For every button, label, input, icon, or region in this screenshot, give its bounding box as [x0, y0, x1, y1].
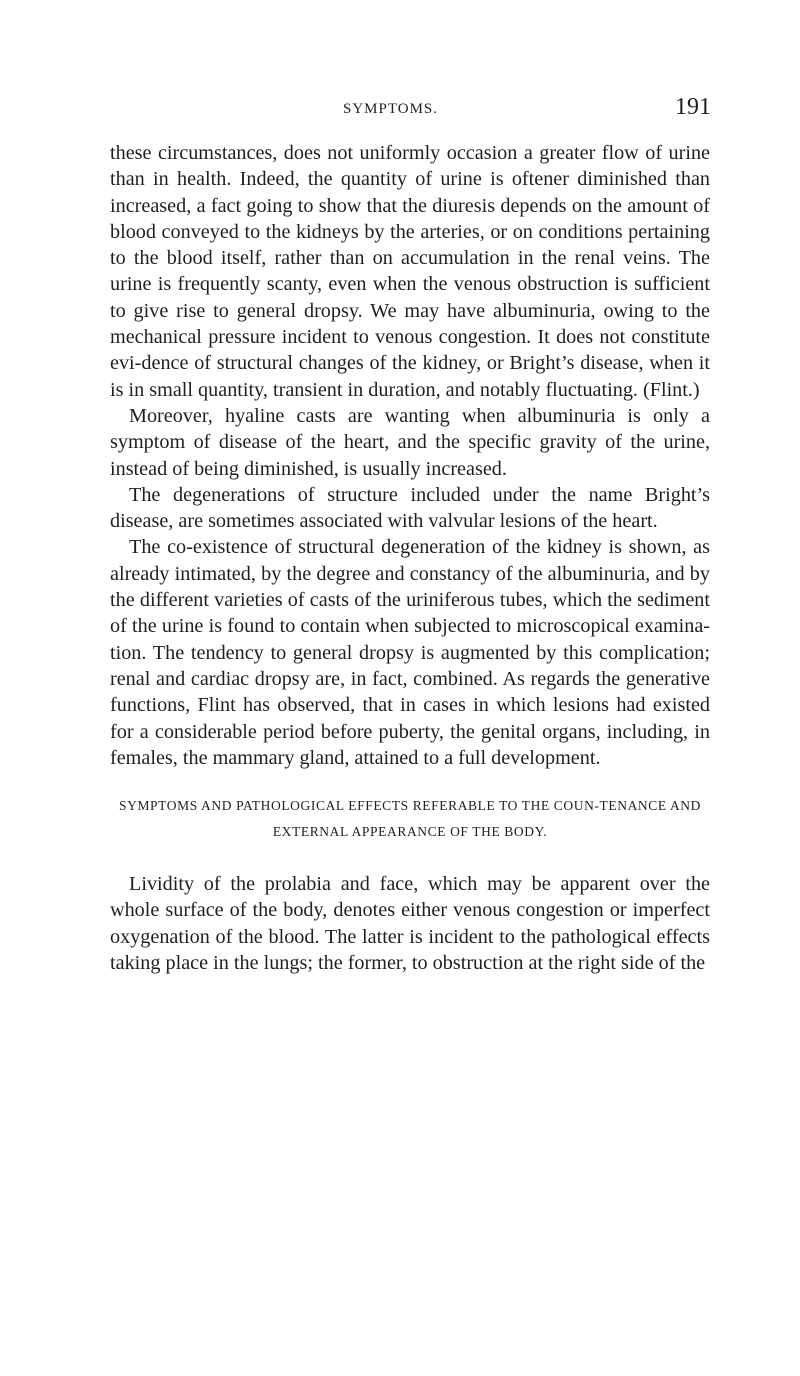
paragraph-degenerations: The degenerations of structure included under the name Bright’s disease, are sometimes associated with valvular lesions of the heart.: [110, 483, 710, 533]
paragraph-continuation: these circumstances, does not uniformly occasion a greater flow of urine than in health. Indeed, the quantity of urine is oftener diminished than increased, a fact going to show that the diuresis depends on the amount of blood conveyed to the kidneys by the arteries, or on conditions pertaining to the blood itself, rather than on accumulation in the renal veins. The urine is frequently scanty, even when the venous obstruction is sufficient to give rise to general dropsy. We may have albuminuria, owing to the mechanical pressure incident to venous congestion. It does not constitute evi-dence of structural changes of the kidney, or Bright’s disease, when it is in small quantity, transient in duration, and notably fluctuating. (Flint.): [110, 142, 710, 401]
paragraph-hyaline-casts: Moreover, hyaline casts are wanting when albuminuria is only a symptom of disease of the heart, and the specific gravity of the urine, instead of being diminished, is usually increased.: [110, 404, 710, 480]
section-heading: SYMPTOMS AND PATHOLOGICAL EFFECTS REFERABLE TO THE COUN-TENANCE AND EXTERNAL APPEARANCE OF THE BODY.: [118, 798, 701, 840]
paragraph-lividity: Lividity of the prolabia and face, which may be apparent over the whole surface of the body, denotes either venous congestion or imperfect oxygenation of the blood. The latter is incident to the pathological effects taking place in the lungs; the former, to obstruction at the right side of the: [110, 873, 710, 975]
body-text: [110, 140, 710, 976]
running-head: [110, 96, 710, 122]
page-number: 191: [675, 94, 711, 120]
paragraph-co-existence: The co-existence of structural degeneration of the kidney is shown, as already intimated, by the degree and constancy of the albuminuria, and by the different varieties of casts of the uriniferous tubes, which the sediment of the urine is found to contain when subjected to microscopical examina-tion. The tendency to general dropsy is augmented by this complication; renal and cardiac dropsy are, in fact, combined. As regards the generative functions, Flint has observed, that in cases in which lesions had existed for a considerable period before puberty, the genital organs, including, in females, the mammary gland, attained to a full development.: [110, 536, 710, 769]
running-title: SYMPTOMS.: [343, 101, 439, 117]
